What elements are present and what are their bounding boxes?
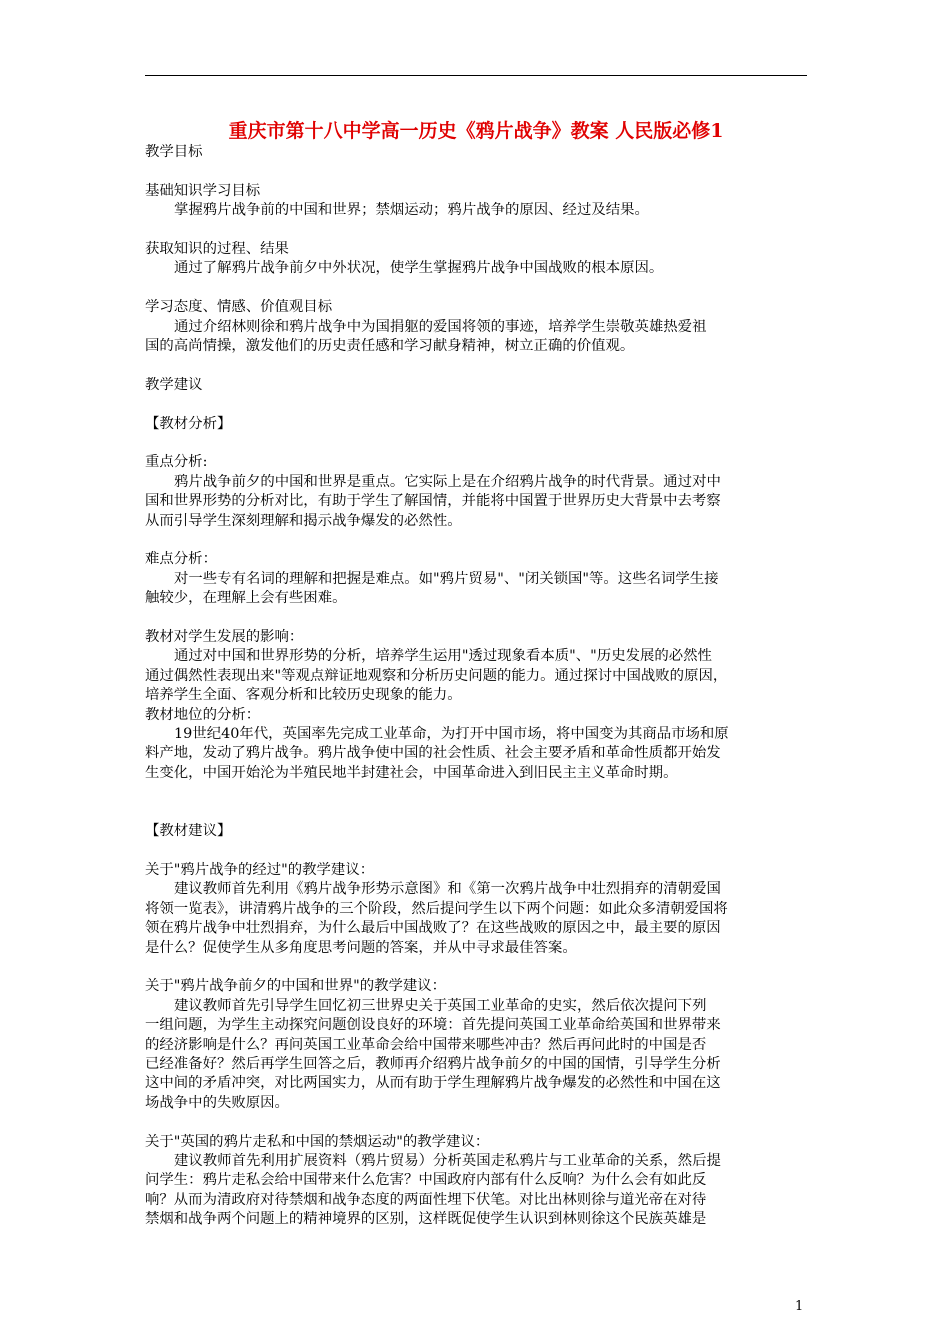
- text-line: 已经准备好？然后再学生回答之后，教师再介绍鸦片战争前夕的中国的国情，引导学生分析: [145, 1055, 721, 1072]
- paragraph-gap: [145, 783, 807, 822]
- text-line: 重点分析:: [145, 454, 208, 471]
- text-line: 一组问题，为学生主动探究问题创设良好的环境：首先提问英国工业革命给英国和世界带来: [145, 1017, 721, 1034]
- text-line: 掌握鸦片战争前的中国和世界；禁烟运动；鸦片战争的原因、经过及结果。: [174, 202, 649, 219]
- document-body: [145, 143, 807, 1230]
- text-line: 国和世界形势的分析对比，有助于学生了解国情，并能将中国置于世界历史大背景中去考察: [145, 493, 721, 510]
- text-line: 禁烟和战争两个问题上的精神境界的区别，这样既促使学生认识到林则徐这个民族英雄是: [145, 1211, 707, 1228]
- text-line: 问学生：鸦片走私会给中国带来什么危害？中国政府内部有什么反响？为什么会有如此反: [145, 1172, 707, 1189]
- text-line: 这中间的矛盾冲突，对比两国实力，从而有助于学生理解鸦片战争爆发的必然性和中国在这: [145, 1075, 721, 1092]
- paragraph-gap: [145, 221, 807, 240]
- paragraph-gap: [145, 395, 807, 414]
- text-line: 关于"英国的鸦片走私和中国的禁烟运动"的教学建议：: [145, 1133, 490, 1150]
- text-line: 通过对中国和世界形势的分析，培养学生运用"透过现象看本质"、"历史发展的必然性: [174, 648, 712, 665]
- text-line: 的经济影响是什么？再问英国工业革命会给中国带来哪些冲击？然后再问此时的中国是否: [145, 1036, 707, 1053]
- text-line: 对一些专有名词的理解和把握是难点。如"鸦片贸易"、"闭关锁国"等。这些名词学生接: [174, 570, 719, 587]
- text-line: 鸦片战争前夕的中国和世界是重点。它实际上是在介绍鸦片战争的时代背景。通过对中: [174, 473, 721, 490]
- text-line: 从而引导学生深刻理解和揭示战争爆发的必然性。: [145, 512, 462, 529]
- text-line: 建议教师首先引导学生回忆初三世界史关于英国工业革命的史实，然后依次提问下列: [174, 997, 707, 1014]
- text-line: 生变化，中国开始沦为半殖民地半封建社会，中国革命进入到旧民主主义革命时期。: [145, 764, 678, 781]
- paragraph-gap: [145, 434, 807, 453]
- text-line: 建议教师首先利用扩展资料（鸦片贸易）分析英国走私鸦片与工业革命的关系，然后提: [174, 1152, 721, 1169]
- paragraph-gap: [145, 279, 807, 298]
- page-number: 1: [795, 1299, 804, 1314]
- text-line: 通过了解鸦片战争前夕中外状况，使学生掌握鸦片战争中国战败的根本原因。: [174, 260, 664, 277]
- text-line: 教学目标: [145, 144, 203, 160]
- text-line: 基础知识学习目标: [145, 182, 261, 199]
- text-line: 领在鸦片战争中壮烈捐弃，为什么最后中国战败了？在这些战败的原因之中，最主要的原因: [145, 920, 721, 937]
- text-line: 19世纪40年代，英国率先完成工业革命，为打开中国市场，将中国变为其商品市场和原: [174, 726, 729, 743]
- text-line: 料产地，发动了鸦片战争。鸦片战争使中国的社会性质、社会主要矛盾和革命性质都开始发: [145, 745, 721, 762]
- text-line: 教学建议: [145, 376, 203, 393]
- text-line: 难点分析：: [145, 551, 217, 568]
- text-line: 响？从而为清政府对待禁烟和战争态度的两面性埋下伏笔。对比出林则徐与道光帝在对待: [145, 1191, 707, 1208]
- text-line: 教材地位的分析：: [145, 706, 261, 723]
- text-line: 【教材建议】: [145, 823, 232, 840]
- paragraph-gap: [145, 531, 807, 550]
- text-line: 场战争中的失败原因。: [145, 1094, 289, 1111]
- text-line: 学习态度、情感、价值观目标: [145, 299, 333, 316]
- text-line: 建议教师首先利用《鸦片战争形势示意图》和《第一次鸦片战争中壮烈捐弃的清朝爱国: [174, 881, 721, 898]
- text-line: 通过偶然性表现出来"等观点辩证地观察和分析历史问题的能力。通过探讨中国战败的原因，: [145, 667, 728, 684]
- header-rule: [145, 75, 807, 76]
- document-title: 重庆市第十八中学高一历史《鸦片战争》教案 人民版必修1: [228, 120, 724, 142]
- text-line: 关于"鸦片战争前夕的中国和世界"的教学建议：: [145, 978, 447, 995]
- text-line: 培养学生全面、客观分析和比较历史现象的能力。: [145, 687, 462, 704]
- text-line: 通过介绍林则徐和鸦片战争中为国捐躯的爱国将领的事迹，培养学生崇敬英雄热爱祖: [174, 318, 707, 335]
- paragraph-gap: [145, 958, 807, 977]
- paragraph-gap: [145, 841, 807, 860]
- text-line: 【教材分析】: [145, 415, 232, 432]
- text-line: 将领一览表》，讲清鸦片战争的三个阶段，然后提问学生以下两个问题：如此众多清朝爱国将: [145, 900, 728, 917]
- paragraph-gap: [145, 356, 807, 375]
- text-line: 是什么？促使学生从多角度思考问题的答案，并从中寻求最佳答案。: [145, 939, 577, 956]
- text-line: 国的高尚情操，激发他们的历史责任感和学习献身精神，树立正确的价值观。: [145, 338, 635, 355]
- paragraph-gap: [145, 162, 807, 181]
- paragraph-gap: [145, 1113, 807, 1132]
- text-line: 触较少，在理解上会有些困难。: [145, 590, 347, 607]
- text-line: 获取知识的过程、结果: [145, 241, 289, 257]
- text-line: 关于"鸦片战争的经过"的教学建议：: [145, 861, 375, 878]
- paragraph-gap: [145, 609, 807, 628]
- text-line: 教材对学生发展的影响：: [145, 629, 304, 646]
